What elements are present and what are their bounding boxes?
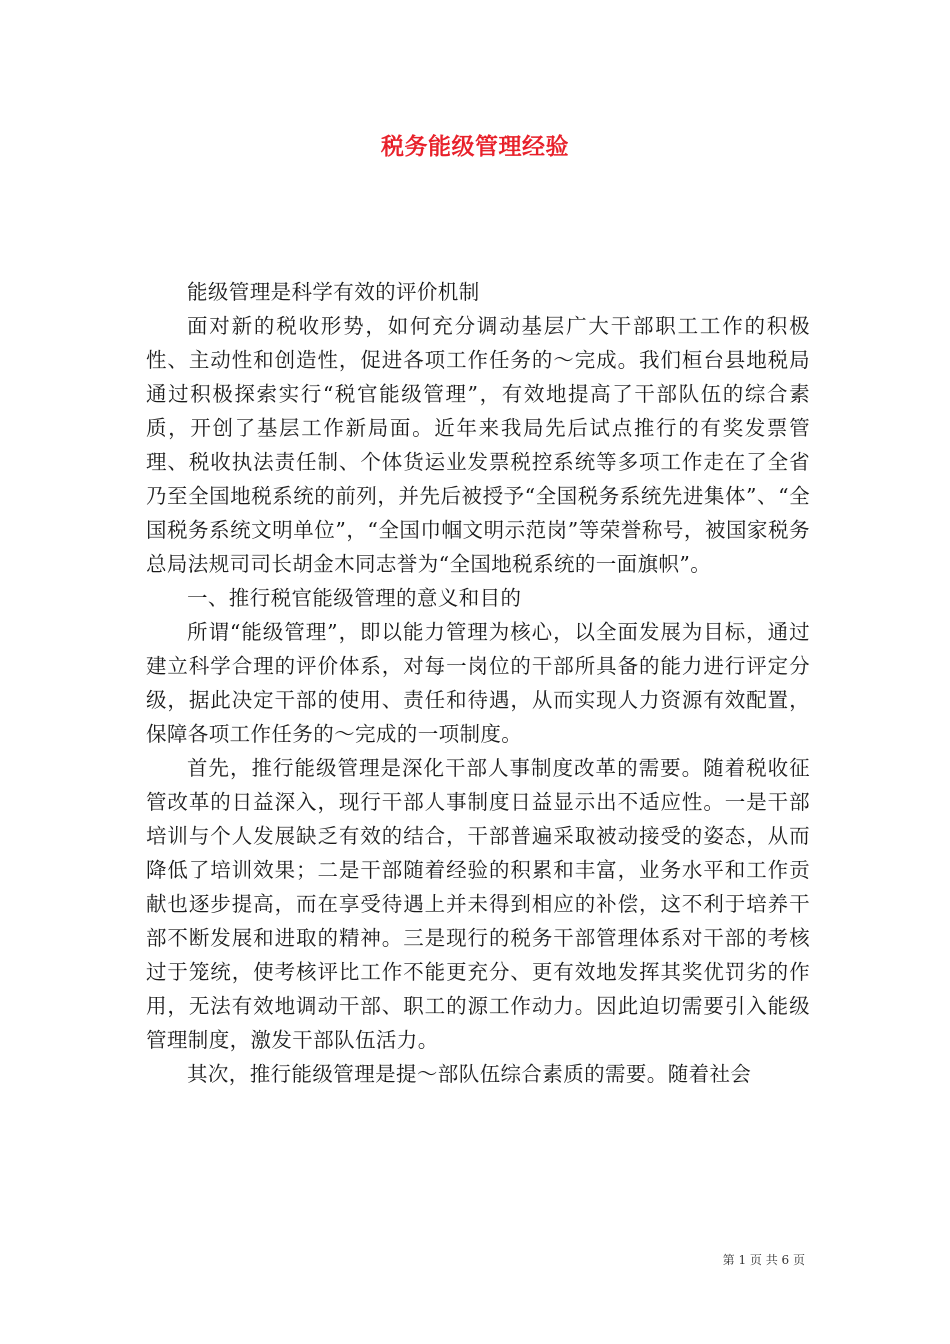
paragraph: 面对新的税收形势，如何充分调动基层广大干部职工工作的积极性、主动性和创造性，促进各项工作任务的～完成。我们桓台县地税局通过积极探索实行“税官能级管理”，有效地提高了干部队伍的综合素质，开创了基层工作新局面。近年来我局先后试点推行的有奖发票管理、税收执法责任制、个体货运业发票税控系统等多项工作走在了全省乃至全国地税系统的前列，并先后被授予“全国税务系统先进集体”、“全国税务系统文明单位”，“全国巾帼文明示范岗”等荣誉称号，被国家税务总局法规司司长胡金木同志誉为“全国地税系统的一面旗帜”。 xyxy=(146,314,810,576)
paragraph: 首先，推行能级管理是深化干部人事制度改革的需要。随着税收征管改革的日益深入，现行干部人事制度日益显示出不适应性。一是干部培训与个人发展缺乏有效的结合，干部普遍采取被动接受的姿态，从而降低了培训效果；二是干部随着经验的积累和丰富，业务水平和工作贡献也逐步提高，而在享受待遇上并未得到相应的补偿，这不利于培养干部不断发展和进取的精神。三是现行的税务干部管理体系对干部的考核过于笼统，使考核评比工作不能更充分、更有效地发挥其奖优罚劣的作用，无法有效地调动干部、职工的源工作动力。因此迫切需要引入能级管理制度，激发干部队伍活力。 xyxy=(146,756,810,1052)
paragraph-heading-intro: 能级管理是科学有效的评价机制 xyxy=(187,280,480,304)
page-title: 税务能级管理经验 xyxy=(381,133,569,160)
paragraph: 其次，推行能级管理是提～部队伍综合素质的需要。随着社会 xyxy=(187,1062,752,1086)
paragraph: 所谓“能级管理”，即以能力管理为核心，以全面发展为目标，通过建立科学合理的评价体系，对每一岗位的干部所具备的能力进行评定分级，据此决定干部的使用、责任和待遇，从而实现人力资源有效配置，保障各项工作任务的～完成的一项制度。 xyxy=(146,620,810,746)
page-number: 第 1 页 共 6 页 xyxy=(722,1253,805,1267)
section-heading: 一、推行税官能级管理的意义和目的 xyxy=(187,586,522,610)
document-body xyxy=(146,275,810,1091)
